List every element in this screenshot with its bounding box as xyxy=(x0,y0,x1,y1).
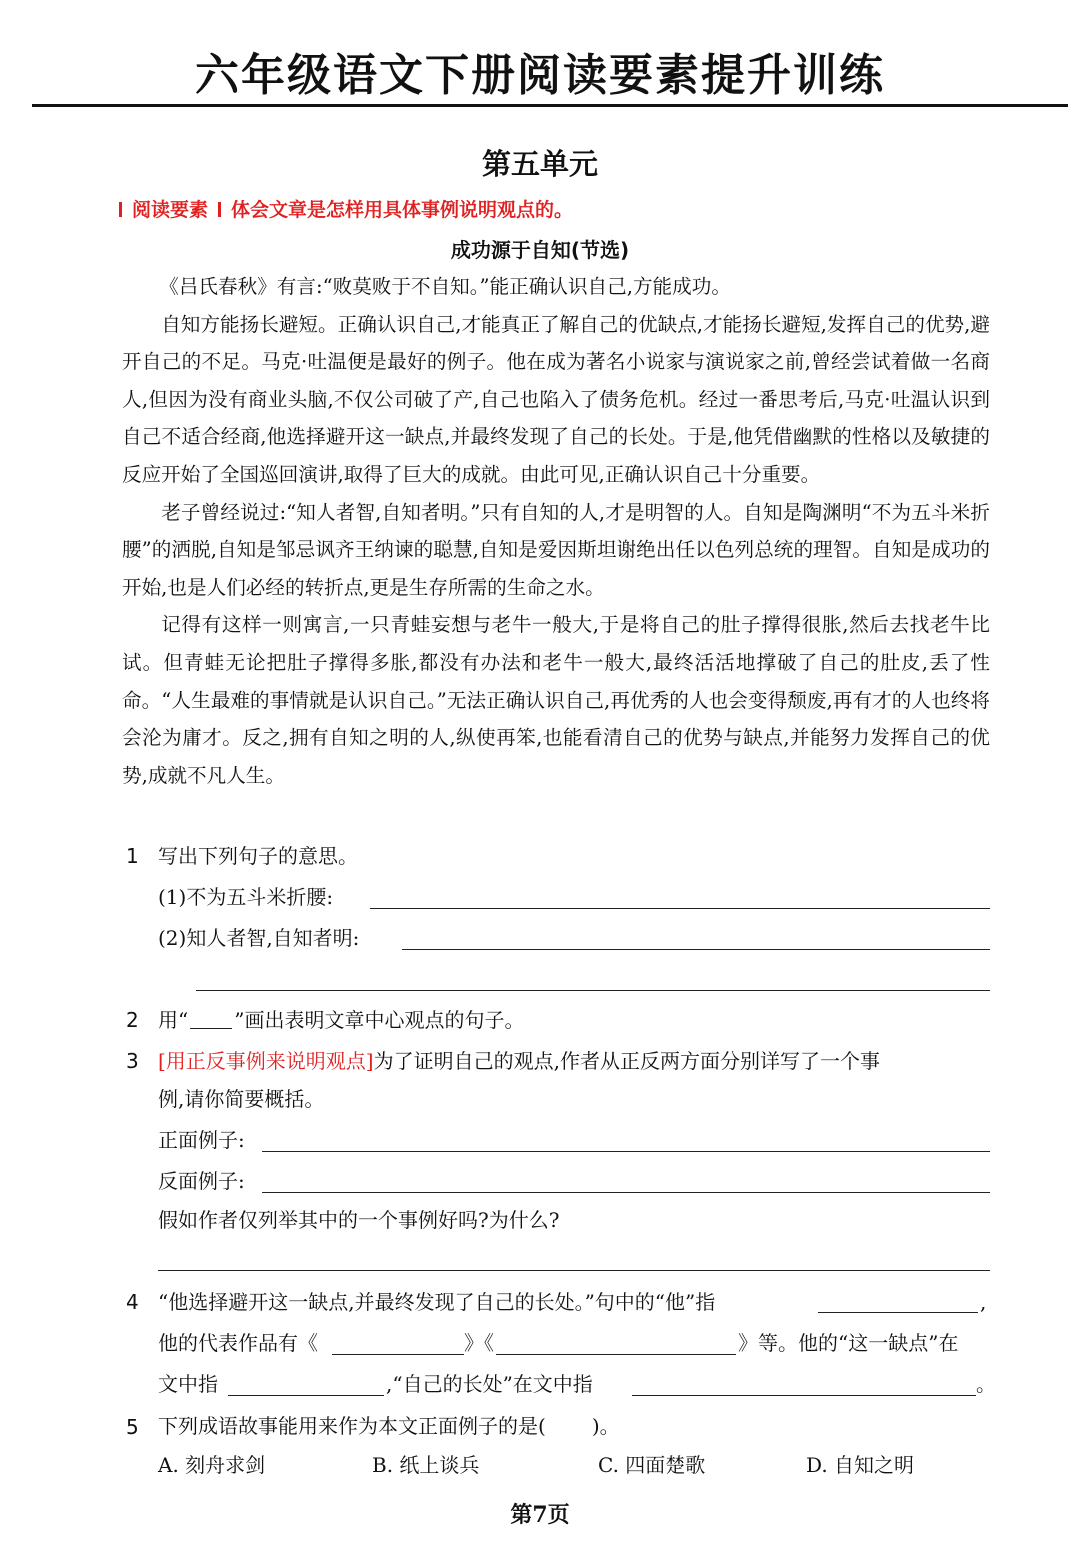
question-3-tag: [用正反事例来说明观点] xyxy=(158,1049,374,1073)
answer-blank[interactable] xyxy=(228,1395,384,1396)
page-header-title: 六年级语文下册阅读要素提升训练 xyxy=(195,50,885,101)
negative-example-label: 反面例子: xyxy=(158,1169,245,1193)
question-4-line2b: 》《 xyxy=(464,1331,494,1355)
comma: , xyxy=(980,1290,987,1314)
answer-line[interactable] xyxy=(196,990,990,991)
question-1-number: 1 xyxy=(126,844,139,868)
answer-blank[interactable] xyxy=(332,1354,464,1355)
question-3-text-line2: 例,请你简要概括。 xyxy=(158,1087,325,1111)
reading-element-label: 阅读要素 xyxy=(132,199,209,221)
question-5-text xyxy=(158,1406,620,1446)
question-2-number: 2 xyxy=(126,1008,139,1032)
answer-line[interactable] xyxy=(402,949,990,950)
option-c[interactable]: C. 四面楚歌 xyxy=(598,1453,706,1477)
question-1-text: 写出下列句子的意思。 xyxy=(158,844,358,868)
option-a[interactable]: A. 刻舟求剑 xyxy=(158,1453,266,1477)
question-3-number: 3 xyxy=(126,1049,139,1073)
question-1-sub1-label: (1)不为五斗米折腰: xyxy=(158,885,334,909)
answer-blank[interactable] xyxy=(632,1395,976,1396)
answer-line[interactable] xyxy=(370,908,990,909)
question-4-line1: “他选择避开这一缺点,并最终发现了自己的长处。”句中的“他”指 xyxy=(158,1290,716,1314)
reading-element xyxy=(116,195,573,225)
question-2-post: ”画出表明文章中心观点的句子。 xyxy=(234,1008,525,1032)
bar-mark xyxy=(218,202,221,217)
question-2-text xyxy=(158,1000,524,1040)
question-4-line3a: 文中指 xyxy=(158,1372,218,1396)
positive-example-label: 正面例子: xyxy=(158,1128,245,1152)
passage-paragraph: 老子曾经说过:“知人者智,自知者明。”只有自知的人,才是明智的人。自知是陶渊明“不为五斗米折腰”的洒脱,自知是邹忌讽齐王纳谏的聪慧,自知是爱因斯坦谢绝出任以色列总统的理智。自知是成功的开始,也是人们必经的转折点,更是生存所需的生命之水。 xyxy=(122,500,990,599)
unit-title: 第五单元 xyxy=(481,147,598,181)
underline-sample xyxy=(190,1006,232,1029)
answer-blank[interactable] xyxy=(496,1354,736,1355)
page-number: 第7页 xyxy=(510,1502,570,1528)
question-4-line2a: 他的代表作品有《 xyxy=(158,1331,318,1355)
question-1-sub2-label: (2)知人者智,自知者明: xyxy=(158,926,360,950)
bar-mark xyxy=(119,202,122,217)
question-4-number: 4 xyxy=(126,1290,139,1314)
option-d[interactable]: D. 自知之明 xyxy=(806,1453,915,1477)
option-b[interactable]: B. 纸上谈兵 xyxy=(372,1453,480,1477)
passage-paragraph: 《吕氏春秋》有言:“败莫败于不自知。”能正确认识自己,方能成功。 xyxy=(159,275,731,298)
question-5-number: 5 xyxy=(126,1415,139,1439)
passage-title: 成功源于自知(节选) xyxy=(450,238,630,262)
reading-element-text: 体会文章是怎样用具体事例说明观点的。 xyxy=(231,199,574,221)
passage-paragraph: 记得有这样一则寓言,一只青蛙妄想与老牛一般大,于是将自己的肚子撑得很胀,然后去找老牛比试。但青蛙无论把肚子撑得多胀,都没有办法和老牛一般大,最终活活地撑破了自己的肚皮,丢了性命。“人生最难的事情就是认识自己。”无法正确认识自己,再优秀的人也会变得颓废,再有才的人也终将会沦为庸才。反之,拥有自知之明的人,纵使再笨,也能看清自己的优势与缺点,并能努力发挥自己的优势,成就不凡人生。 xyxy=(122,613,990,787)
question-3-ask: 假如作者仅列举其中的一个事例好吗?为什么? xyxy=(158,1208,560,1232)
period: 。 xyxy=(976,1372,996,1396)
header-divider xyxy=(32,104,1068,107)
passage-body xyxy=(122,268,990,794)
question-3-text-line1: 为了证明自己的观点,作者从正反两方面分别详写了一个事 xyxy=(373,1049,880,1073)
answer-line[interactable] xyxy=(262,1192,990,1193)
answer-line[interactable] xyxy=(262,1151,990,1152)
question-4-line2c: 》等。他的“这一缺点”在 xyxy=(738,1331,959,1355)
answer-line[interactable] xyxy=(158,1270,990,1271)
passage-paragraph: 自知方能扬长避短。正确认识自己,才能真正了解自己的优缺点,才能扬长避短,发挥自己的优势,避开自己的不足。马克·吐温便是最好的例子。他在成为著名小说家与演说家之前,曾经尝试着做一名商人,但因为没有商业头脑,不仅公司破了产,自己也陷入了债务危机。经过一番思考后,马克·吐温认识到自己不适合经商,他选择避开这一缺点,并最终发现了自己的长处。于是,他凭借幽默的性格以及敏捷的反应开始了全国巡回演讲,取得了巨大的成就。由此可见,正确认识自己十分重要。 xyxy=(122,312,990,486)
question-3-text xyxy=(158,1041,880,1081)
answer-blank[interactable] xyxy=(818,1312,978,1313)
question-4-line3b: ,“自己的长处”在文中指 xyxy=(386,1372,593,1396)
question-5-post: )。 xyxy=(591,1414,620,1438)
question-5-pre: 下列成语故事能用来作为本文正面例子的是( xyxy=(158,1414,546,1438)
question-2-pre: 用“ xyxy=(158,1008,189,1032)
